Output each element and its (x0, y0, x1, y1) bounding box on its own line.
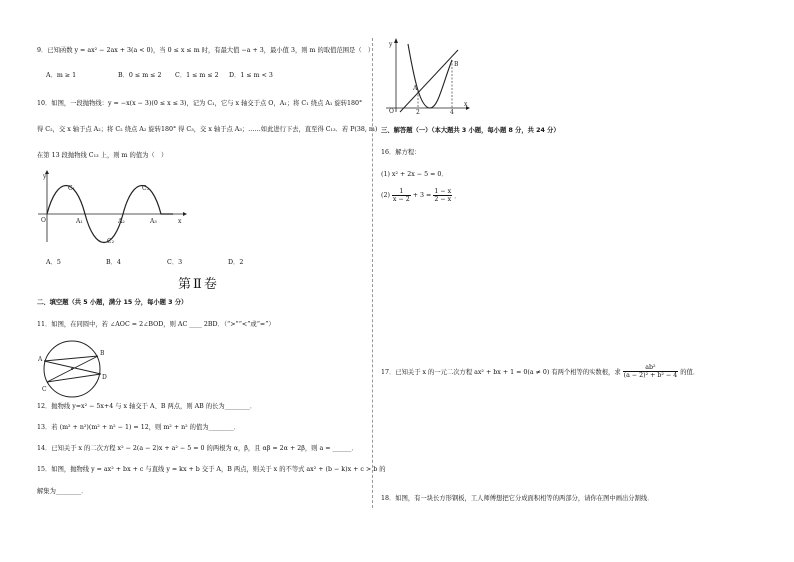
q16-frac2-den: 2 − x (434, 195, 452, 203)
q10-option-a: A．5 (46, 259, 61, 266)
q15-a-label: A (413, 85, 418, 92)
q10-graph (35, 170, 185, 245)
q9-option-c: C．1 ≤ m ≤ 2 (175, 72, 219, 79)
q16-part2 (381, 187, 460, 203)
q9-option-a: A．m ≥ 1 (46, 72, 77, 79)
q15-x-label: x (464, 101, 468, 108)
q16-part2-prefix: (2) (381, 191, 390, 199)
q15-y-label: y (389, 41, 393, 48)
q18-text: 18．如图，有一块长方形钢板，工人师傅想把它分成面积相等的两部分，请你在图中画出分割线． (381, 495, 654, 502)
q17-prefix: 17．已知关于 x 的一元二次方程 ax² + bx + 1 = 0(a ≠ 0) 有两个相等的实数根，求 (381, 368, 621, 376)
q14-text: 14．已知关于 x 的二次方程 x² − 2(a − 2)x + a² − 5 = 0 的两根为 α，β，且 αβ = 2α + 2β，则 a = ______． (37, 445, 358, 452)
q15-line1: 15．如图，抛物线 y = ax² + bx + c 与直线 y = kx + b 交于 A，B 两点，则关于 x 的不等式 ax² + (b − k)x + c > b 的 (37, 466, 386, 473)
q15-line (400, 50, 458, 112)
q15-graph (380, 38, 470, 116)
q11-circle-figure (37, 340, 112, 400)
q16-part2-mid: + 3 = (412, 191, 432, 199)
q16-frac1-num: 1 (399, 187, 404, 195)
q10-option-d: D．2 (228, 259, 244, 266)
q16-part1: (1) x² + 2x − 5 = 0． (381, 171, 448, 178)
q10-a2-label: A₂ (118, 218, 125, 225)
column-divider (372, 38, 373, 508)
q15-parabola (408, 44, 452, 108)
q15-b-label: B (454, 61, 459, 68)
q11-label-d: D (102, 374, 107, 381)
q10-c3-label: C₃ (142, 185, 149, 192)
q16-part2-suffix: ． (454, 192, 461, 200)
q17-frac-den: (a − 2)² + b² − 4 (623, 371, 678, 379)
q12-text: 12．抛物线 y=x² − 5x+4 与 x 轴交于 A、B 两点，则 AB 的长为________． (37, 403, 257, 410)
q10-line2: 得 C₂，交 x 轴于点 A₂；将 C₂ 绕点 A₂ 旋转180° 得 C₃，交 x 轴于点 A₃；……如此进行下去，直至得 C₁₃．若 P(38, m) (37, 126, 378, 133)
q10-origin-label: O (41, 217, 46, 224)
section3-heading: 三、解答题（一）（本大题共 3 小题，每小题 8 分，共 24 分） (381, 127, 560, 134)
q17-frac-num: ab² (645, 363, 656, 371)
q13-text: 13．若 (m² + n²)(m² + n² − 1) = 12，则 m² + n² 的值为________． (37, 424, 241, 431)
q10-c1-label: C₁ (68, 185, 75, 192)
q11-text: 11．如图，在同圆中，若 ∠AOC = 2∠BOD，则 AC ____ 2BD．（“>”“<”或“=”） (37, 321, 275, 328)
q17-suffix: 的值． (680, 368, 700, 376)
q15-line2: 解集为________． (37, 488, 88, 495)
q11-label-c: C (42, 386, 47, 393)
q11-label-a: A (38, 356, 43, 363)
q10-line3: 在第 13 段抛物线 C₁₃ 上，则 m 的值为（ ） (37, 152, 168, 159)
q15-tick-4: 4 (450, 109, 454, 116)
q9-option-d: D．1 ≤ m < 3 (229, 72, 273, 79)
q10-a1-label: A₁ (76, 218, 83, 225)
part2-title: 第Ⅱ卷 (178, 277, 219, 292)
section2-heading: 二、填空题（共 5 小题，满分 15 分，每小题 3 分） (37, 299, 188, 306)
q10-x-label: x (178, 218, 182, 225)
q15-origin-label: O (389, 108, 394, 115)
q10-line1: 10．如图，一段抛物线：y = −x(x − 3)(0 ≤ x ≤ 3)，记为 C₁，它与 x 轴交于点 O，A₁；将 C₁ 绕点 A₁ 旋转180° (37, 100, 363, 107)
q10-option-b: B．4 (106, 259, 121, 266)
q10-a3-label: A₃ (150, 218, 157, 225)
q10-c2-label: C₂ (107, 238, 114, 245)
q10-y-label: y (43, 173, 47, 180)
q11-label-b: B (100, 350, 105, 357)
q16-frac1-den: x − 2 (392, 195, 410, 203)
q15-tick-2: 2 (416, 109, 420, 116)
q9-text: 9．已知函数 y = ax² − 2ax + 3(a < 0)，当 0 ≤ x ≤ m 时，有最大值 −a + 3，最小值 3，则 m 的取值范围是（ ） (37, 47, 375, 54)
q16-text: 16．解方程： (381, 149, 421, 156)
q10-option-c: C．3 (167, 259, 183, 266)
q17-text (381, 362, 699, 380)
q16-frac2-num: 1 − x (434, 187, 452, 195)
q9-option-b: B．0 ≤ m ≤ 2 (118, 72, 162, 79)
